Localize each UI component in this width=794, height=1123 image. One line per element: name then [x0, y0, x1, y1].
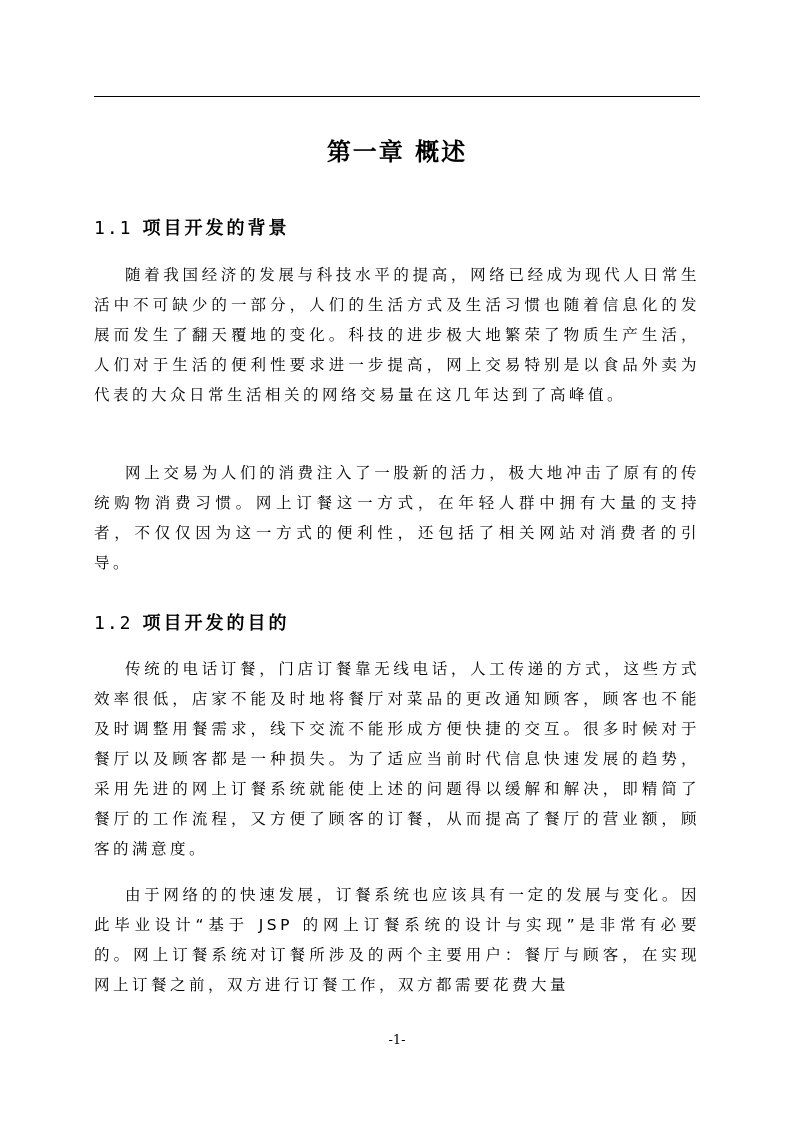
header-rule [94, 96, 700, 97]
section-number: 1.1 [94, 218, 133, 239]
paragraph-purpose-1: 传统的电话订餐，门店订餐靠无线电话，人工传递的方式，这些方式效率很低，店家不能及时地将餐厅对菜品的更改通知顾客，顾客也不能及时调整用餐需求，线下交流不能形成方便快捷的交互。很多时候对于餐厅以及顾客都是一种损失。为了适应当前时代信息快速发展的趋势，采用先进的网上订餐系统就能使上述的问题得以缓解和解决，即精简了餐厅的工作流程，又方便了顾客的订餐，从而提高了餐厅的营业额，顾客的满意度。 [94, 660, 700, 858]
paragraph-purpose-2: 由于网络的的快速发展，订餐系统也应该具有一定的发展与变化。因此毕业设计“基于 JSP 的网上订餐系统的设计与实现”是非常有必要的。网上订餐系统对订餐所涉及的两个主要用户：餐厅与顾客，在实现网上订餐之前，双方进行订餐工作，双方都需要花费大量 [94, 886, 700, 994]
chapter-title: 第一章 概述 [326, 138, 468, 166]
page-number: -1- [388, 1033, 406, 1048]
paragraph-background-2: 网上交易为人们的消费注入了一股新的活力，极大地冲击了原有的传统购物消费习惯。网上订餐这一方式，在年轻人群中拥有大量的支持者，不仅仅因为这一方式的便利性，还包括了相关网站对消费者的引导。 [94, 464, 700, 572]
section-heading-background [94, 214, 700, 240]
section-heading-purpose [94, 609, 700, 635]
section-title: 项目开发的目的 [142, 613, 290, 634]
paragraph-background-1: 随着我国经济的发展与科技水平的提高，网络已经成为现代人日常生活中不可缺少的一部分，人们的生活方式及生活习惯也随着信息化的发展而发生了翻天覆地的变化。科技的进步极大地繁荣了物质生产生活，人们对于生活的便利性要求进一步提高，网上交易特别是以食品外卖为代表的大众日常生活相关的网络交易量在这几年达到了高峰值。 [94, 266, 700, 404]
section-number: 1.2 [94, 613, 133, 634]
section-title: 项目开发的背景 [142, 218, 290, 239]
